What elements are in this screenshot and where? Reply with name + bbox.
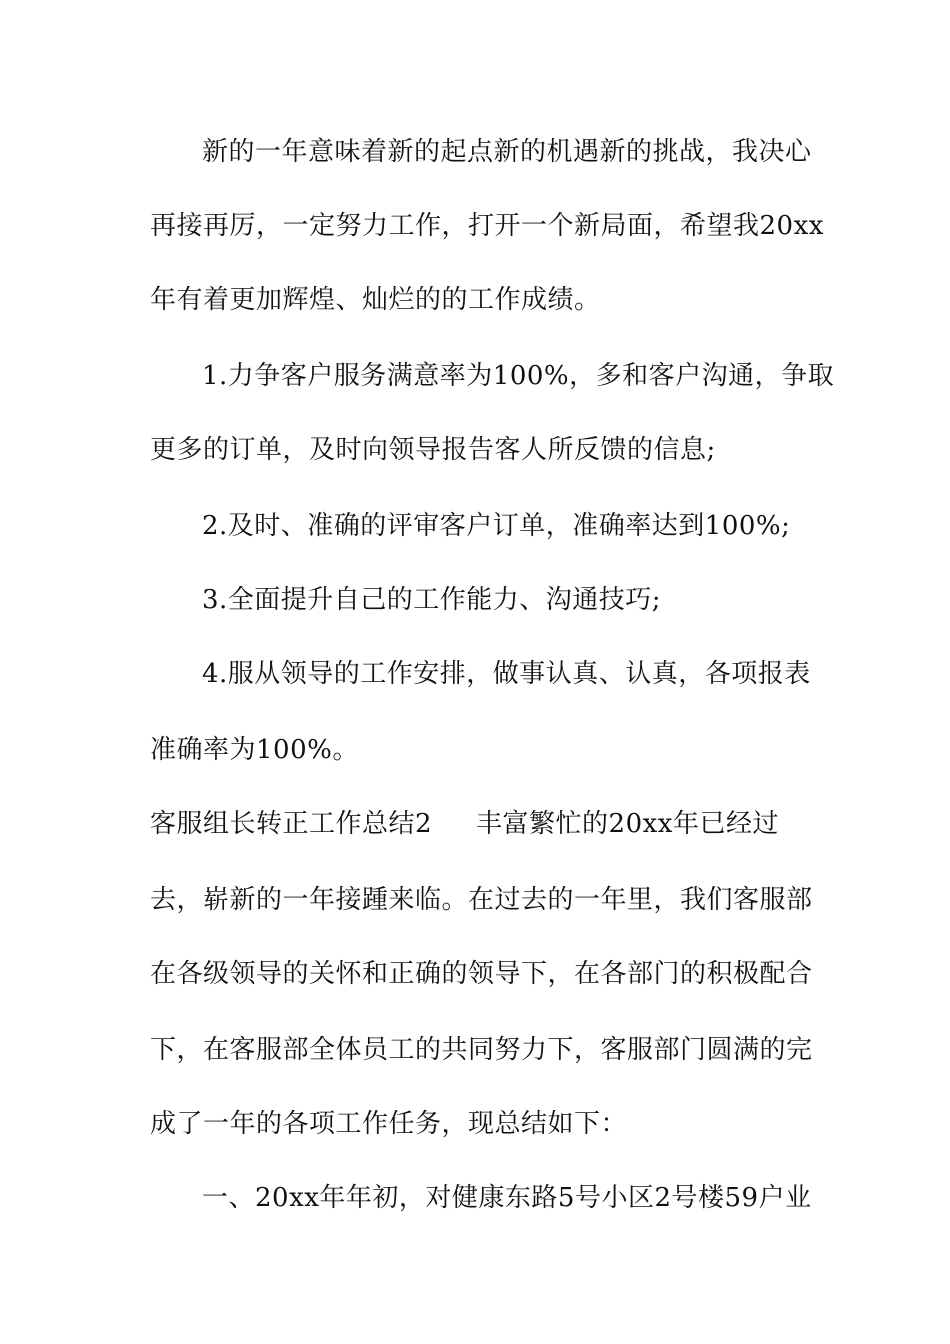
text-line: 1.力争客户服务满意率为100%，多和客户沟通，争取	[202, 361, 835, 391]
text-line: 准确率为100%。	[150, 735, 359, 765]
text-line: 再接再厉，一定努力工作，打开一个新局面，希望我20xx	[150, 211, 824, 241]
text-line: 更多的订单，及时向领导报告客人所反馈的信息;	[150, 435, 716, 465]
heading-line	[150, 804, 810, 844]
section-heading: 客服组长转正工作总结2	[150, 809, 433, 839]
text-line: 一、20xx年年初，对健康东路5号小区2号楼59户业	[202, 1183, 812, 1213]
text-line: 年有着更加辉煌、灿烂的的工作成绩。	[150, 285, 601, 315]
text-line: 去，崭新的一年接踵来临。在过去的一年里，我们客服部	[150, 885, 813, 915]
text-line: 2.及时、准确的评审客户订单，准确率达到100%;	[202, 511, 791, 541]
text-line: 在各级领导的关怀和正确的领导下，在各部门的积极配合	[150, 959, 813, 989]
text-line: 新的一年意味着新的起点新的机遇新的挑战，我决心	[202, 137, 812, 167]
text-line: 成了一年的各项工作任务，现总结如下：	[150, 1109, 628, 1139]
text-line: 丰富繁忙的20xx年已经过	[476, 809, 779, 839]
text-line: 3.全面提升自己的工作能力、沟通技巧;	[202, 585, 662, 615]
text-line: 4.服从领导的工作安排，做事认真、认真，各项报表	[202, 659, 811, 689]
text-line: 下，在客服部全体员工的共同努力下，客服部门圆满的完	[150, 1035, 813, 1065]
